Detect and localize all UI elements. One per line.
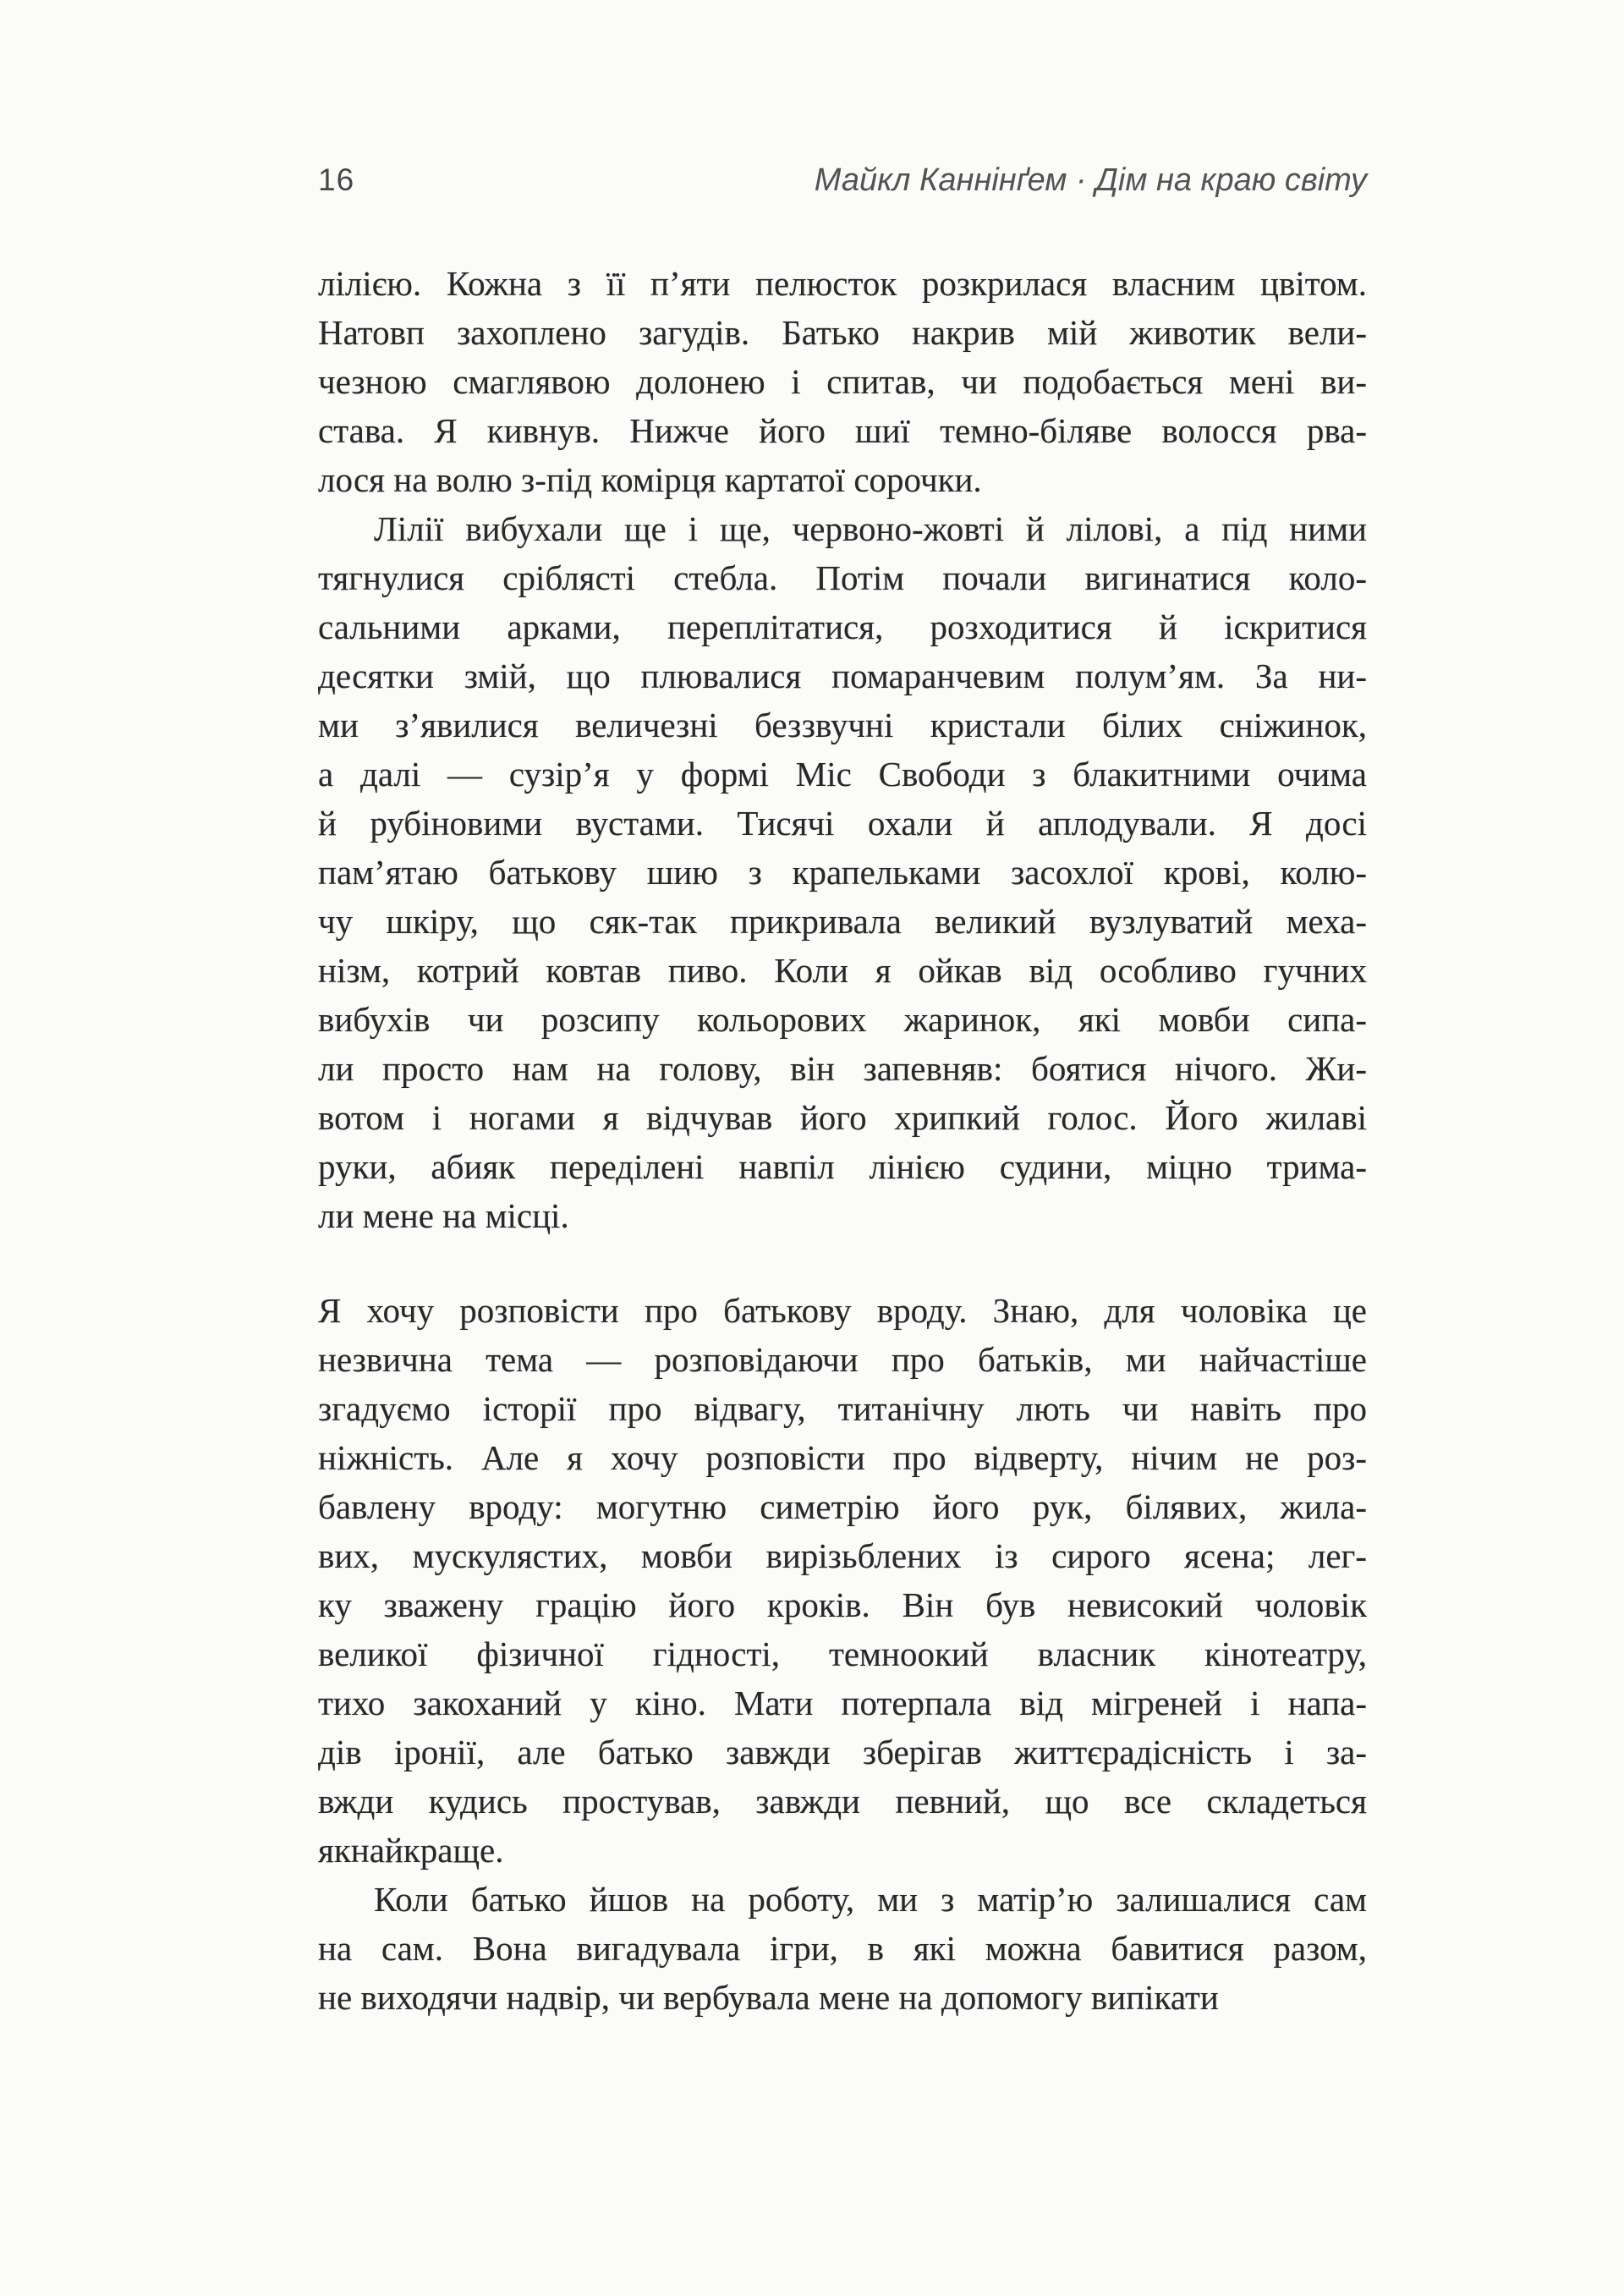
text-line: десятки змій, що плювалися помаранчевим полум’ям. За ни- (318, 656, 1367, 695)
text-line: на сам. Вона вигадувала ігри, в які можна бавитися разом, (318, 1929, 1367, 1968)
text-line: вотом і ногами я відчував його хрипкий голос. Його жилаві (318, 1098, 1367, 1137)
text-line: чу шкіру, що сяк-так прикривала великий вузлуватий меха- (318, 902, 1367, 941)
paragraph-2 (318, 504, 1367, 1240)
text-line: ку зважену грацію його кроків. Він був невисокий чоловік (318, 1585, 1367, 1624)
text-line: великої фізичної гідності, темноокий власник кінотеатру, (318, 1634, 1367, 1673)
text-line: става. Я кивнув. Нижче його шиї темно-біляве волосся рва- (318, 411, 1367, 450)
text-line: дів іронії, але батько завжди зберігав життєрадісність і за- (318, 1733, 1367, 1771)
text-line: а далі — сузір’я у формі Міс Свободи з блакитними очима (318, 755, 1367, 794)
text-line: тихо закоханий у кіно. Мати потерпала від мігреней і напа- (318, 1684, 1367, 1722)
text-line: якнайкраще. (318, 1831, 504, 1870)
paragraph-3 (318, 1286, 1367, 1875)
text-line: ніжність. Але я хочу розповісти про відверту, нічим не роз- (318, 1438, 1367, 1477)
paragraph-4 (318, 1875, 1367, 2022)
text-line: й рубіновими вустами. Тисячі охали й аплодували. Я досі (318, 804, 1367, 843)
text-line: незвична тема — розповідаючи про батьків, ми найчастіше (318, 1340, 1367, 1379)
text-line: лося на волю з-під комірця картатої сорочки. (318, 460, 982, 499)
text-line: вибухів чи розсипу кольорових жаринок, які мовби сипа- (318, 1000, 1367, 1039)
text-line: бавлену вроду: могутню симетрію його рук, білявих, жила- (318, 1487, 1367, 1526)
text-line: пам’ятаю батькову шию з крапельками засохлої крові, колю- (318, 853, 1367, 892)
text-line: лілією. Кожна з її п’яти пелюсток розкрилася власним цвітом. (318, 264, 1367, 303)
text-line: Я хочу розповісти про батькову вроду. Знаю, для чоловіка це (318, 1291, 1367, 1330)
text-line: тягнулися сріблясті стебла. Потім почали вигинатися коло- (318, 558, 1367, 597)
text-line: Коли батько йшов на роботу, ми з матір’ю залишалися сам (374, 1880, 1367, 1919)
text-line: чезною смаглявою долонею і спитав, чи подобається мені ви- (318, 362, 1367, 401)
text-line: ли мене на місці. (318, 1196, 569, 1235)
running-title: Майкл Каннінґем · Дім на краю світу (814, 162, 1367, 198)
text-line: сальними арками, переплітатися, розходитися й іскритися (318, 607, 1367, 646)
text-line: руки, абияк переділені навпіл лінією судини, міцно трима- (318, 1147, 1367, 1186)
body-text-block (318, 259, 1367, 2022)
paragraph-1 (318, 259, 1367, 504)
text-line: нізм, котрий ковтав пиво. Коли я ойкав від особливо гучних (318, 951, 1367, 990)
page-number: 16 (318, 162, 355, 197)
text-line: ми з’явилися величезні беззвучні кристали білих сніжинок, (318, 706, 1367, 744)
text-line: Лілії вибухали ще і ще, червоно-жовті й лілові, а під ними (374, 509, 1367, 548)
text-line: не виходячи надвір, чи вербувала мене на допомогу випікати (318, 1978, 1219, 2017)
text-line: вжди кудись простував, завжди певний, що все складеться (318, 1782, 1367, 1821)
running-header (318, 162, 1367, 199)
text-line: вих, мускулястих, мовби вирізьблених із сирого ясена; лег- (318, 1536, 1367, 1575)
text-line: згадуємо історії про відвагу, титанічну лють чи навіть про (318, 1389, 1367, 1428)
text-line: Натовп захоплено загудів. Батько накрив мій животик вели- (318, 313, 1367, 352)
text-line: ли просто нам на голову, він запевняв: боятися нічого. Жи- (318, 1049, 1367, 1088)
